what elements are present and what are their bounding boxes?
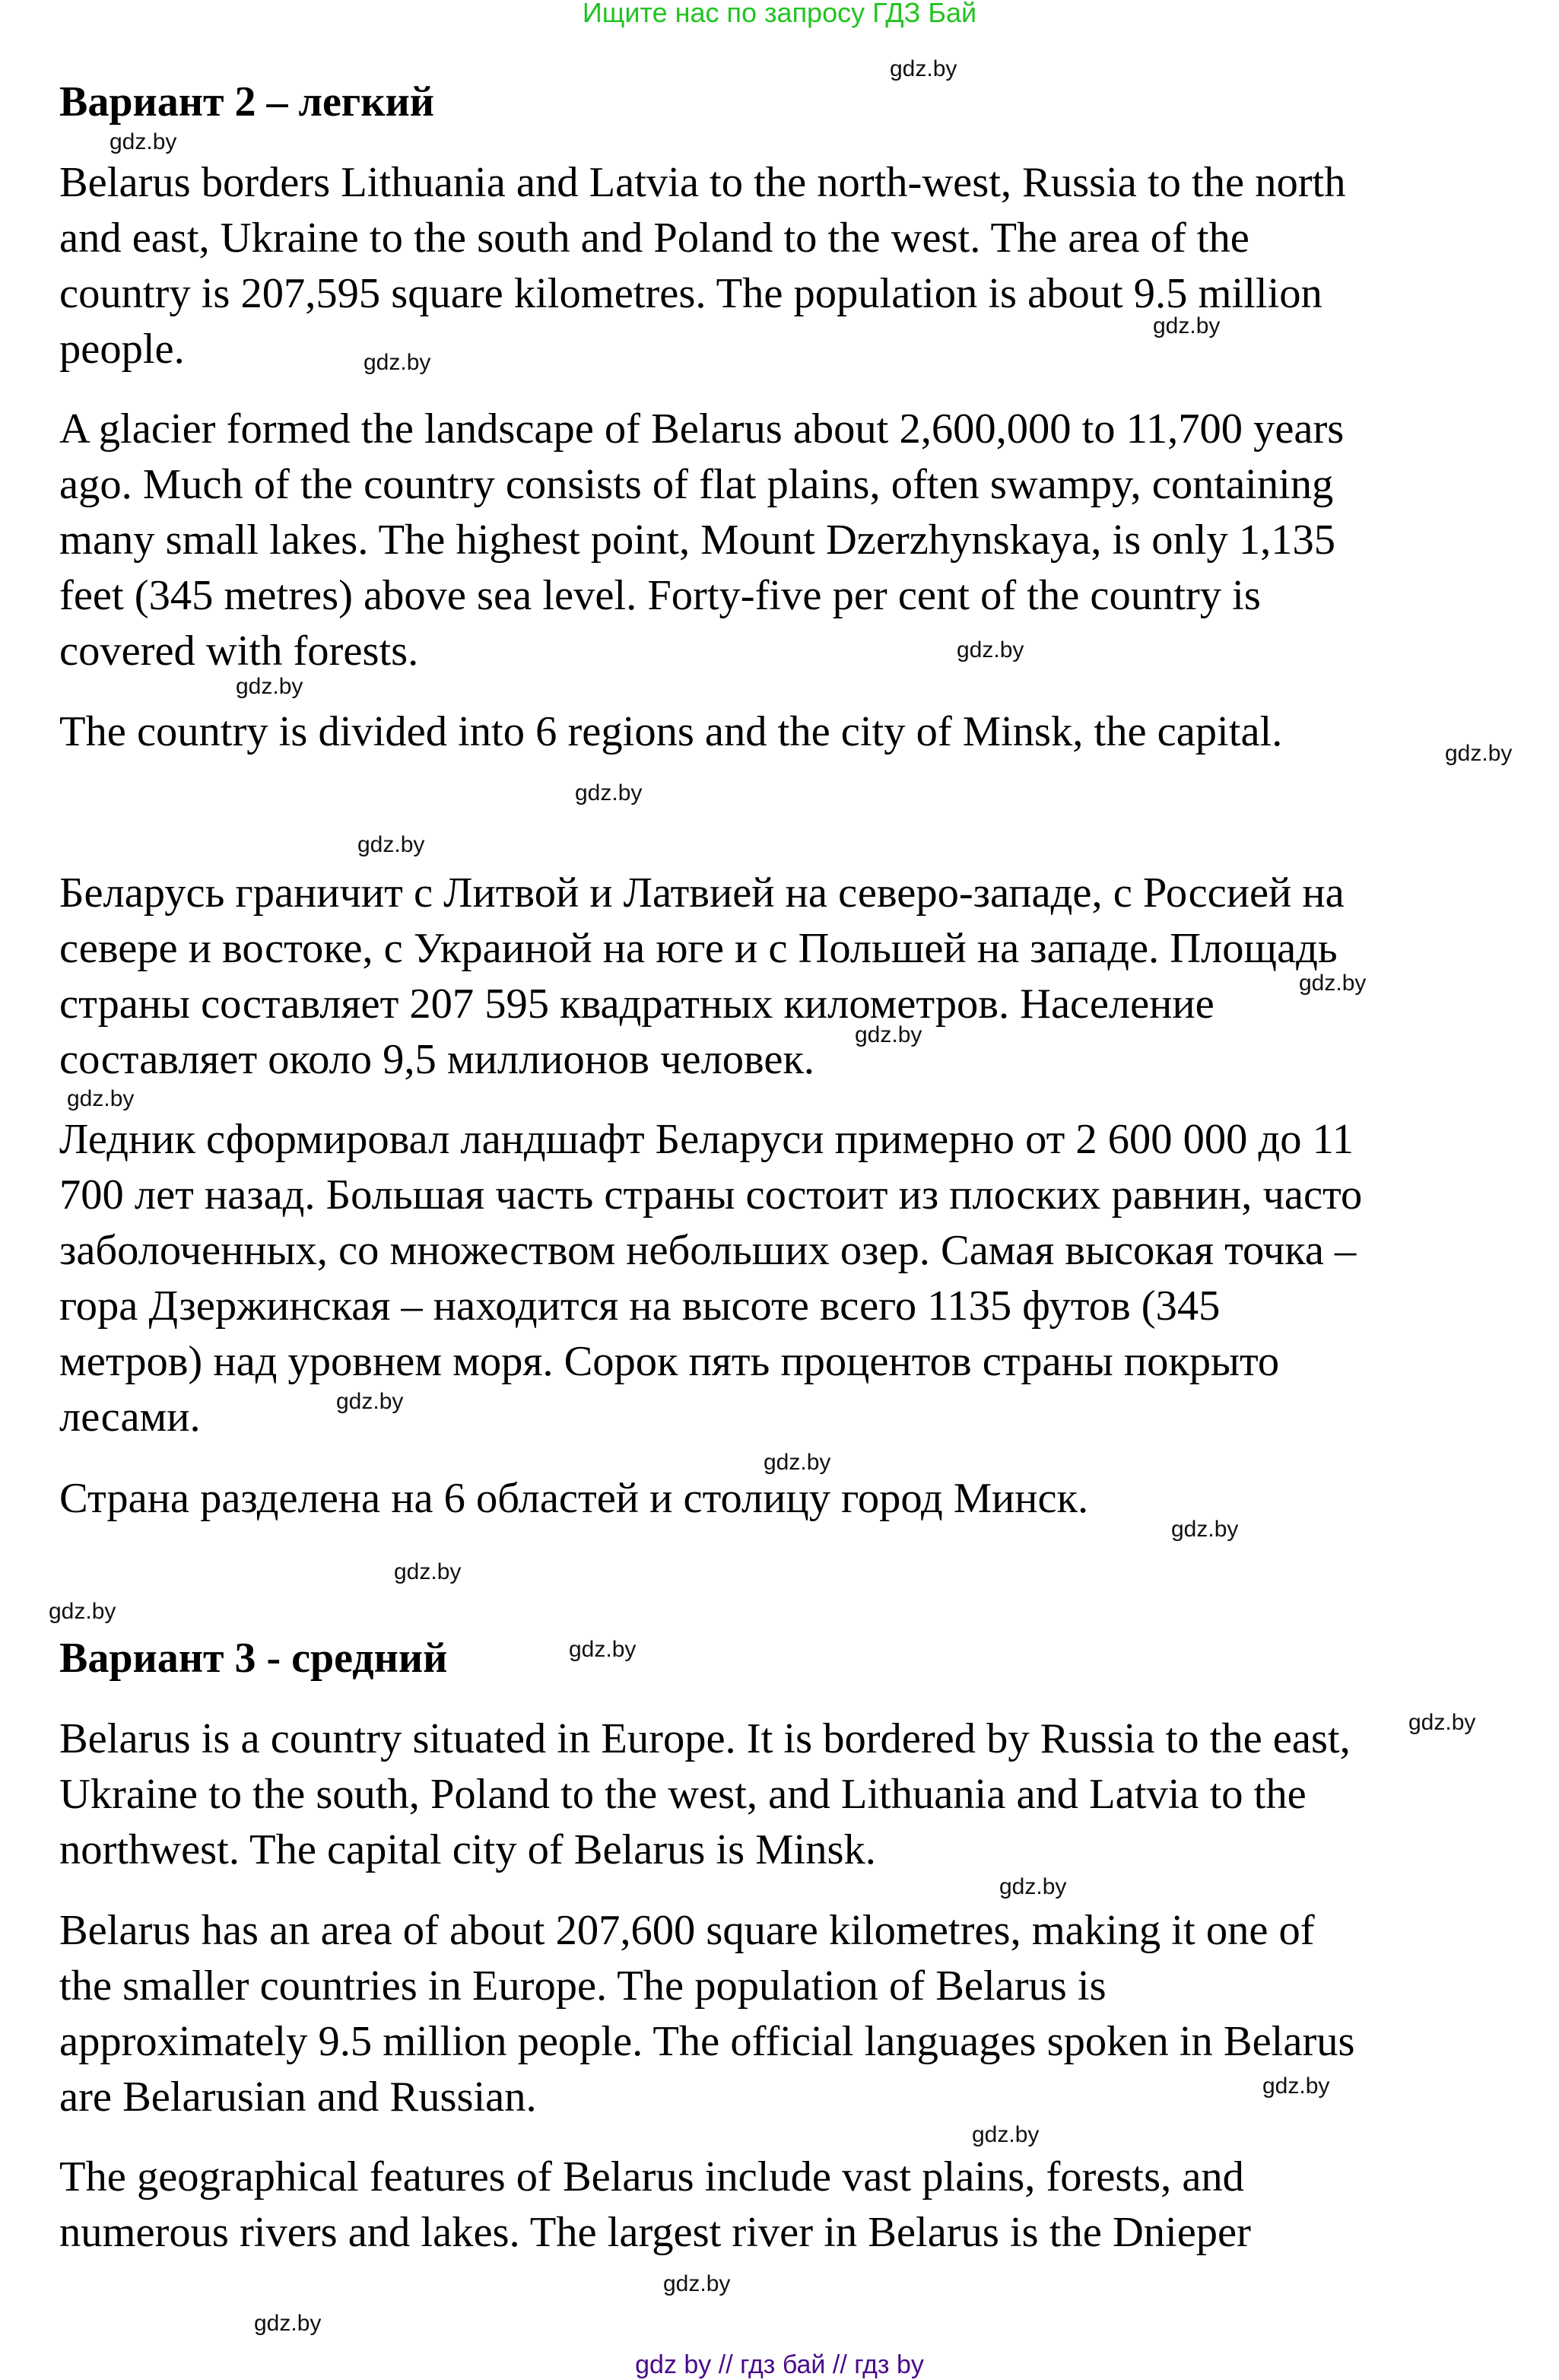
watermark: gdz.by xyxy=(1408,1710,1476,1735)
watermark: gdz.by xyxy=(394,1559,462,1584)
text-line: 700 лет назад. Большая часть страны состоит из плоских равнин, часто xyxy=(59,1171,1363,1219)
watermark: gdz.by xyxy=(336,1389,404,1414)
text-line: approximately 9.5 million people. The official languages spoken in Belarus xyxy=(59,2018,1355,2065)
watermark: gdz.by xyxy=(1171,1517,1239,1542)
paragraph xyxy=(59,402,1344,679)
text-line: are Belarusian and Russian. xyxy=(59,2073,537,2121)
text-line: Belarus is a country situated in Europe. It is bordered by Russia to the east, xyxy=(59,1715,1351,1762)
text-line: заболоченных, со множеством небольших озер. Самая высокая точка – xyxy=(59,1227,1357,1274)
text-line: people. xyxy=(59,326,185,373)
text-line: составляет около 9,5 миллионов человек. xyxy=(59,1036,815,1083)
watermark: gdz.by xyxy=(254,2311,322,2336)
paragraph xyxy=(59,155,1345,377)
text-line: covered with forests. xyxy=(59,628,419,675)
paragraph xyxy=(59,704,1282,760)
text-line: The country is divided into 6 regions and the city of Minsk, the capital. xyxy=(59,708,1283,755)
paragraph xyxy=(59,2150,1251,2261)
text-line: northwest. The capital city of Belarus is Minsk. xyxy=(59,1826,876,1873)
text-line: and east, Ukraine to the south and Poland to the west. The area of the xyxy=(59,214,1249,262)
text-line: ago. Much of the country consists of flat plains, often swampy, containing xyxy=(59,461,1334,508)
watermark: gdz.by xyxy=(764,1450,831,1475)
watermark: gdz.by xyxy=(49,1599,116,1624)
text-line: The geographical features of Belarus include vast plains, forests, and xyxy=(59,2153,1244,2200)
text-line: feet (345 metres) above sea level. Forty-five per cent of the country is xyxy=(59,572,1261,619)
watermark: gdz.by xyxy=(1262,2073,1330,2099)
text-line: numerous rivers and lakes. The largest river in Belarus is the Dnieper xyxy=(59,2209,1251,2256)
paragraph xyxy=(59,1471,1088,1527)
footer-banner: gdz by // гдз бай // гдз by xyxy=(635,2350,924,2379)
text-line: страны составляет 207 595 квадратных километров. Население xyxy=(59,980,1214,1028)
paragraph xyxy=(59,1711,1351,1878)
text-line: метров) над уровнем моря. Сорок пять процентов страны покрыто xyxy=(59,1338,1280,1385)
watermark: gdz.by xyxy=(357,832,425,857)
watermark: gdz.by xyxy=(110,129,177,154)
text-line: гора Дзержинская – находится на высоте всего 1135 футов (345 xyxy=(59,1282,1221,1330)
search-banner: Ищите нас по запросу ГДЗ Бай xyxy=(582,0,977,28)
watermark: gdz.by xyxy=(1299,971,1367,996)
text-line: Belarus has an area of about 207,600 square kilometres, making it one of xyxy=(59,1907,1315,1954)
watermark: gdz.by xyxy=(67,1086,135,1111)
variant-3-heading: Вариант 3 - средний xyxy=(59,1635,448,1682)
paragraph xyxy=(59,1903,1355,2125)
watermark: gdz.by xyxy=(890,56,957,81)
watermark: gdz.by xyxy=(236,674,303,699)
text-line: севере и востоке, с Украиной на юге и с Польшей на западе. Площадь xyxy=(59,925,1338,972)
watermark: gdz.by xyxy=(663,2271,731,2296)
text-line: Belarus borders Lithuania and Latvia to the north-west, Russia to the north xyxy=(59,159,1346,206)
paragraph xyxy=(59,866,1345,1088)
watermark: gdz.by xyxy=(1153,313,1221,338)
text-line: many small lakes. The highest point, Mount Dzerzhynskaya, is only 1,135 xyxy=(59,516,1336,564)
paragraph xyxy=(59,1112,1362,1445)
watermark: gdz.by xyxy=(957,637,1024,663)
watermark: gdz.by xyxy=(1445,741,1513,766)
variant-2-heading: Вариант 2 – легкий xyxy=(59,78,435,126)
watermark: gdz.by xyxy=(972,2122,1040,2147)
text-line: the smaller countries in Europe. The population of Belarus is xyxy=(59,1962,1107,2010)
watermark: gdz.by xyxy=(855,1022,922,1047)
text-line: лесами. xyxy=(59,1393,201,1441)
text-line: country is 207,595 square kilometres. The population is about 9.5 million xyxy=(59,270,1322,317)
text-line: Страна разделена на 6 областей и столицу город Минск. xyxy=(59,1475,1089,1522)
text-line: Беларусь граничит с Литвой и Латвией на северо-западе, с Россией на xyxy=(59,869,1345,917)
text-line: A glacier formed the landscape of Belarus about 2,600,000 to 11,700 years xyxy=(59,405,1345,453)
watermark: gdz.by xyxy=(575,780,643,806)
watermark: gdz.by xyxy=(364,350,431,375)
text-line: Ukraine to the south, Poland to the west, and Lithuania and Latvia to the xyxy=(59,1771,1307,1818)
text-line: Ледник сформировал ландшафт Беларуси примерно от 2 600 000 до 11 xyxy=(59,1116,1354,1163)
watermark: gdz.by xyxy=(569,1637,637,1662)
watermark: gdz.by xyxy=(999,1874,1067,1899)
